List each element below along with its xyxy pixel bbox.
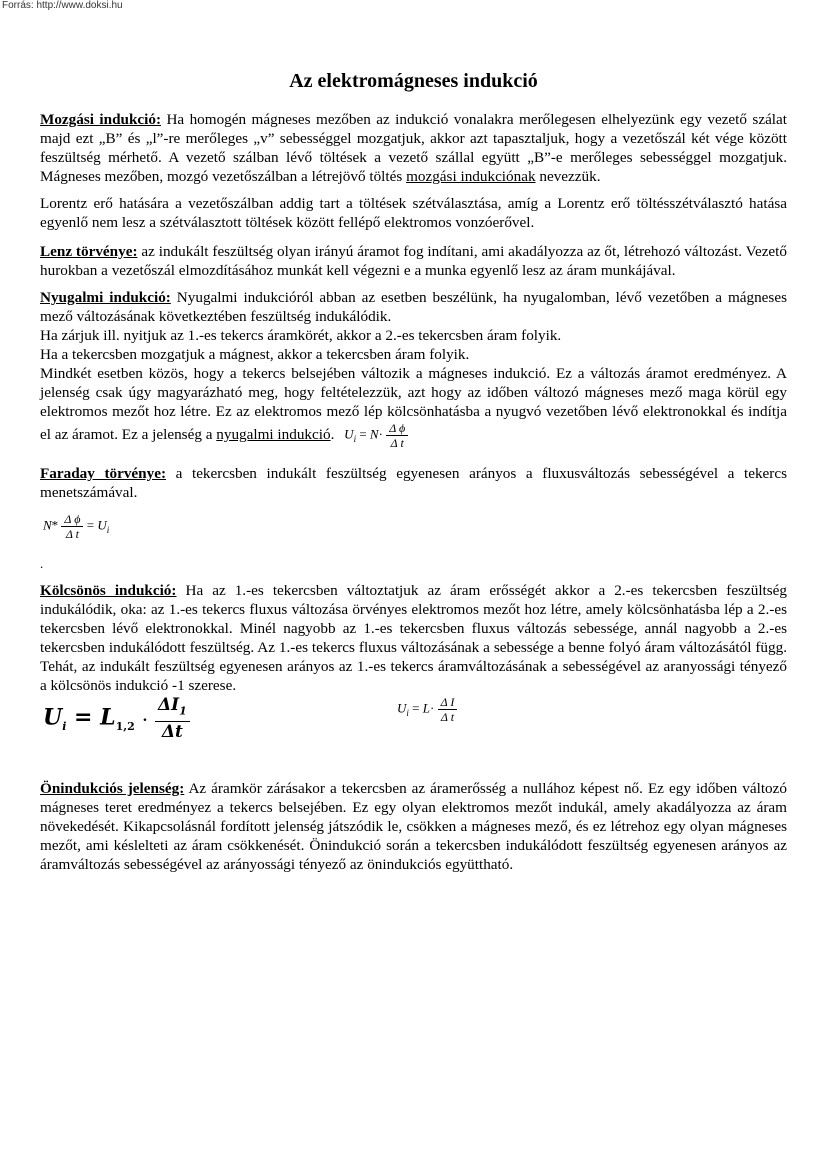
formula-denominator: Δ t xyxy=(65,527,80,541)
formula-coef: L xyxy=(422,700,430,716)
formula-coef: N xyxy=(43,517,52,533)
formula-eq: = xyxy=(359,426,367,442)
nyugalmi-line-2: Ha a tekercsben mozgatjuk a mágnest, akkor a tekercsben áram folyik. xyxy=(40,346,470,363)
formula-eq: = xyxy=(412,700,420,716)
numerator-sub: 1 xyxy=(179,704,187,718)
nyugalmi-text-2: Mindkét esetben közös, hogy a tekercs belsejében változik a mágneses indukció. Ez a változás áramot eredményez. A jelenség csak úgy magyarázható meg, hogy feltételezzük, azt hogy az időben változó mágneses mező maga körül egy elektromos mezőt hoz létre. Ez az elektromos mező lép kölcsönhatásba a nyugvó vezetőben lévő elektronokkal és indítja el az áramot. Ez a jelenség a xyxy=(40,365,787,443)
formula-numerator: Δ ϕ xyxy=(386,421,408,436)
formula-lhs: U xyxy=(397,700,407,716)
section-nyugalmi xyxy=(40,288,787,450)
formula-dot: · xyxy=(378,426,383,442)
section-lenz xyxy=(40,242,787,280)
kolcsonos-text: Ha az 1.-es tekercsben változtatjuk az áram erősségét akkor a 2.-es tekercsben feszültség indukálódik, oka: az 1.-es tekercs fluxus változása örvényes elektromos mezőt hoz létre, amely kölcsönhatásba lép a 2.-es tekercsben lévő elektronokkal. Minél nagyobb az 1.-es tekercsben fluxus változás sebessége, annál nagyobb a 2.-es tekercsben indukálódott feszültség. Az 1.-es tekercs fluxus változásának a sebessége a benne folyó áram változásától függ. Tehát, az indukált feszültség egyenesen arányos az 1.-es tekercs áramváltozásának a sebességével az aranyossági tényező a kölcsönös indukció -1 szerese. xyxy=(40,582,787,694)
formula-lhs: U xyxy=(344,426,354,442)
formula-numerator: Δ I xyxy=(438,695,458,710)
formula-coef-sub: 1,2 xyxy=(115,720,135,734)
formula-dot: · xyxy=(429,700,435,716)
heading-faraday: Faraday törvénye: xyxy=(40,465,167,482)
numerator-text: ΔI xyxy=(157,695,180,715)
heading-lenz: Lenz törvénye: xyxy=(40,243,138,260)
formula-lhs-sub: i xyxy=(406,708,409,719)
heading-onindukcio: Önindukciós jelenség: xyxy=(40,780,185,797)
section-lorentz xyxy=(40,194,787,232)
formula-numerator xyxy=(155,695,190,722)
formula-eq: = xyxy=(86,517,95,533)
formula-denominator: Δ t xyxy=(390,436,404,450)
section-faraday xyxy=(40,464,787,502)
page-title: Az elektromágneses indukció xyxy=(289,70,538,92)
section-kolcsonos xyxy=(40,581,787,695)
source-url: Forrás: http://www.doksi.hu xyxy=(2,0,123,11)
nyugalmi-formula xyxy=(344,421,408,450)
mozgasi-tail: nevezzük. xyxy=(535,168,601,185)
stray-dot: . xyxy=(40,556,44,571)
formula-lhs-sub: i xyxy=(353,434,357,445)
formula-denominator: Δ t xyxy=(440,710,455,724)
formula-star: * xyxy=(51,517,59,533)
formula-fraction xyxy=(61,512,83,541)
document-body xyxy=(40,110,787,874)
nyugalmi-after-term: . xyxy=(330,425,335,443)
formula-rhs-sub: i xyxy=(106,525,110,536)
kolcsonos-formulas xyxy=(40,695,787,743)
self-induction-formula xyxy=(397,695,457,724)
formula-dot: · xyxy=(142,712,148,729)
section-mozgasi xyxy=(40,110,787,186)
mutual-induction-formula xyxy=(43,695,190,742)
formula-eq: = xyxy=(74,704,93,731)
mozgasi-text: Ha homogén mágneses mezőben az indukció vonalakra merőlegesen elhelyezünk egy vezető szálat majd ezt „B” és „l”-re merőleges „v” sebességgel mozgatjuk, akkor azt tapasztaljuk, hogy a vezetőszál két vége között feszültség mérhető. A vezető szálban lévő töltések a vezető szállal együtt „B”-e merőleges sebességgel mozgatjuk. Mágneses mezőben, mozgó vezetőszálban a létrejövő töltés xyxy=(40,111,787,185)
formula-fraction xyxy=(438,695,458,724)
heading-mozgasi: Mozgási indukció: xyxy=(40,111,162,128)
heading-kolcsonos: Kölcsönös indukció: xyxy=(40,582,177,599)
nyugalmi-text: Nyugalmi indukcióról abban az esetben beszélünk, ha nyugalomban, lévő vezetőben a mágneses mező változásának következtében feszültség indukálódik. xyxy=(40,289,787,325)
formula-fraction xyxy=(155,695,190,742)
nyugalmi-term: nyugalmi indukció xyxy=(216,425,331,443)
faraday-formula xyxy=(43,512,787,552)
formula-rhs: U xyxy=(97,517,107,533)
lorentz-text: Lorentz erő hatására a vezetőszálban addig tart a töltések szétválasztása, amíg a Lorentz erő töltésszétválasztó hatása egyenlő nem lesz a szétválasztott töltések között fellépő elektromos vonzóerővel. xyxy=(40,195,787,231)
formula-fraction xyxy=(386,421,408,450)
lenz-text: az indukált feszültség olyan irányú áramot fog indítani, ami akadályozza az őt, létrehozó változást. Vezető hurokban a vezetőszál elmozdításához munkát kell végezni e a munka egyenlő lesz az áram munkájával. xyxy=(40,243,787,279)
heading-nyugalmi: Nyugalmi indukció: xyxy=(40,289,171,306)
formula-lhs: U xyxy=(43,704,63,731)
nyugalmi-line-1: Ha zárjuk ill. nyitjuk az 1.-es tekercs áramkörét, akkor a 2.-es tekercsben áram folyik. xyxy=(40,327,562,344)
section-onindukcio xyxy=(40,779,787,874)
formula-coef: L xyxy=(100,704,116,731)
mozgasi-term: mozgási indukciónak xyxy=(406,168,536,185)
formula-coef: N xyxy=(369,426,379,442)
formula-lhs-sub: i xyxy=(62,720,67,734)
faraday-text: a tekercsben indukált feszültség egyenesen arányos a fluxusváltozás sebességével a tekercs menetszámával. xyxy=(40,465,787,501)
formula-numerator: Δ ϕ xyxy=(61,512,83,527)
onindukcio-text: Az áramkör zárásakor a tekercsben az áramerősség a nullához képest nő. Ez egy időben változó mágneses teret eredményez a tekercs belsejében. Ez egy olyan elektromos mezőt indukál, amely akadályozza az áram növekedését. Kikapcsolásnál fordított jelenség játszódik le, csökken a mágneses mező, és ez létrehoz egy olyan mágneses mezőt, ami késlelteti az áram csökkenését. Önindukció során a tekercsben indukálódott feszültség egyenesen arányos az áramváltozás sebességével az arányossági tényező az önindukciós együttható. xyxy=(40,780,787,873)
formula-denominator: Δt xyxy=(161,722,183,743)
